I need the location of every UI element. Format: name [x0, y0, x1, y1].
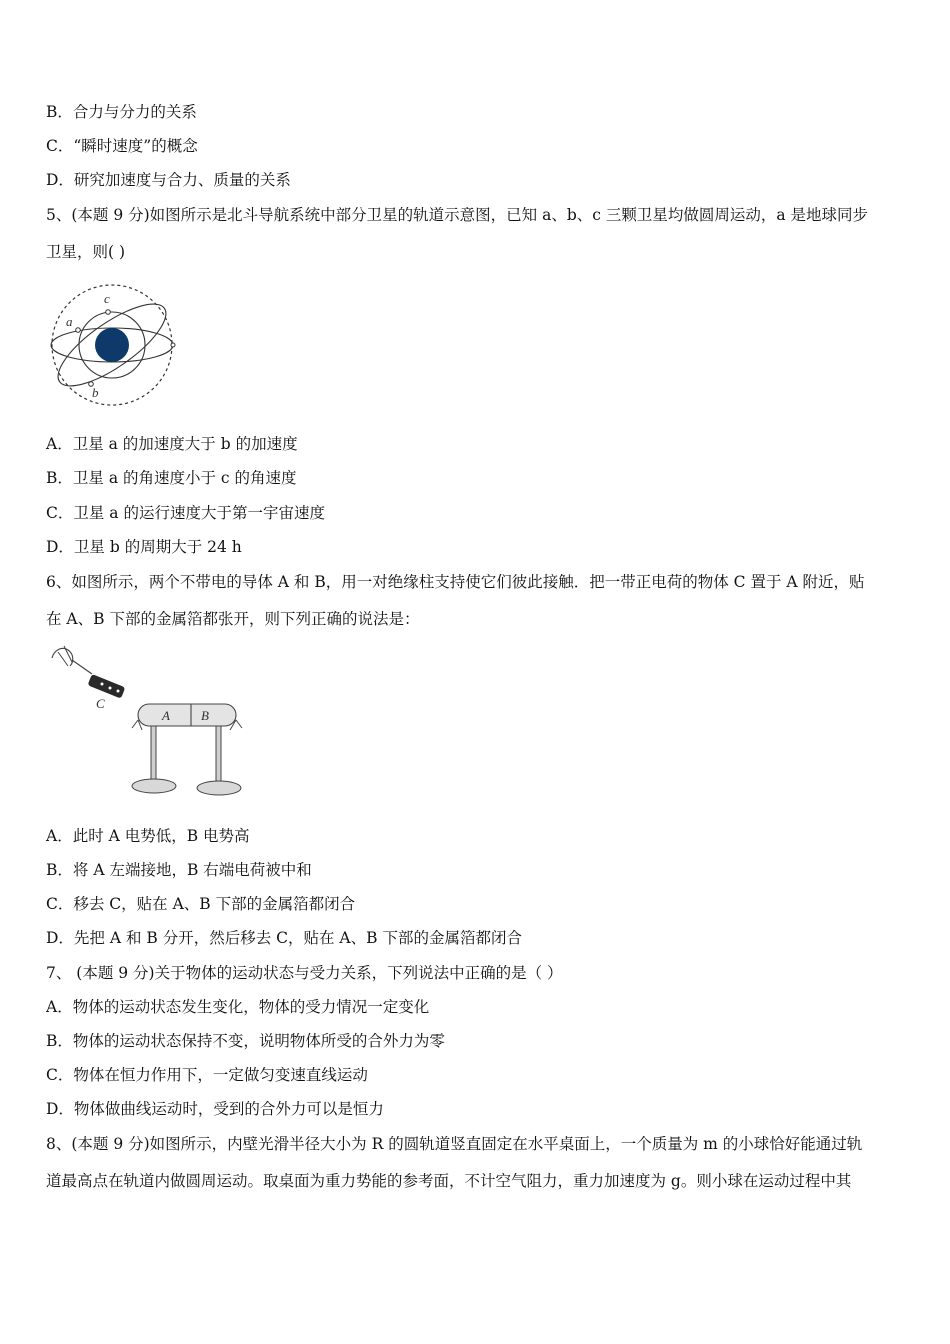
option-7c: C．物体在恒力作用下，一定做匀变速直线运动	[46, 1066, 368, 1084]
insulating-stand-left	[151, 726, 156, 784]
orbit-node-dot	[171, 343, 175, 347]
satellite-a-dot	[76, 328, 81, 333]
question-6-stem-line1: 6、如图所示，两个不带电的导体 A 和 B，用一对绝缘柱支持使它们彼此接触．把一带正电荷的物体 C 置于 A 附近，贴	[46, 573, 865, 591]
charged-rod-c	[88, 674, 126, 699]
satellite-c-dot	[106, 310, 111, 315]
satellite-orbit-figure	[46, 280, 178, 410]
option-7a: A．物体的运动状态发生变化，物体的受力情况一定变化	[46, 998, 430, 1016]
stand-base-right	[197, 781, 241, 795]
question-7-stem: 7、 (本题 9 分)关于物体的运动状态与受力关系，下列说法中正确的是（ ）	[46, 964, 563, 982]
conductor-figure	[46, 640, 246, 802]
option-6c: C．移去 C，贴在 A、B 下部的金属箔都闭合	[46, 895, 356, 913]
label-rod-c: C	[96, 696, 105, 711]
option-6a: A．此时 A 电势低，B 电势高	[46, 827, 250, 845]
question-8-stem-line1: 8、(本题 9 分)如图所示，内壁光滑半径大小为 R 的圆轨道竖直固定在水平桌面上，一个质量为 m 的小球恰好能通过轨	[46, 1135, 863, 1153]
option-4d: D．研究加速度与合力、质量的关系	[46, 171, 291, 189]
stand-base-left	[132, 779, 176, 793]
option-5d: D．卫星 b 的周期大于 24 h	[46, 538, 242, 556]
question-5-stem-line1: 5、(本题 9 分)如图所示是北斗导航系统中部分卫星的轨道示意图，已知 a、b、c 三颗卫星均做圆周运动，a 是地球同步	[46, 206, 869, 224]
label-conductor-b: B	[201, 708, 209, 723]
conductor-bar	[138, 704, 236, 726]
rod-handle	[72, 660, 92, 674]
question-8-stem-line2: 道最高点在轨道内做圆周运动。取桌面为重力势能的参考面，不计空气阻力，重力加速度为 g。则小球在运动过程中其	[46, 1172, 852, 1190]
option-4c: C．“瞬时速度”的概念	[46, 137, 198, 155]
option-5a: A．卫星 a 的加速度大于 b 的加速度	[46, 435, 298, 453]
option-5c: C．卫星 a 的运行速度大于第一宇宙速度	[46, 504, 325, 522]
option-7d: D．物体做曲线运动时，受到的合外力可以是恒力	[46, 1100, 384, 1118]
option-7b: B．物体的运动状态保持不变，说明物体所受的合外力为零	[46, 1032, 445, 1050]
label-c: c	[104, 291, 110, 306]
question-5-stem-line2: 卫星，则( )	[46, 243, 126, 261]
label-a: a	[66, 314, 73, 329]
question-6-stem-line2: 在 A、B 下部的金属箔都张开，则下列正确的说法是：	[46, 610, 420, 628]
insulating-stand-right	[216, 726, 221, 784]
option-6d: D．先把 A 和 B 分开，然后移去 C，贴在 A、B 下部的金属箔都闭合	[46, 929, 522, 947]
label-b: b	[92, 385, 99, 400]
option-6b: B．将 A 左端接地，B 右端电荷被中和	[46, 861, 312, 879]
label-conductor-a: A	[162, 708, 170, 723]
earth-icon	[95, 328, 129, 362]
option-5b: B．卫星 a 的角速度小于 c 的角速度	[46, 469, 297, 487]
option-4b: B．合力与分力的关系	[46, 103, 197, 121]
